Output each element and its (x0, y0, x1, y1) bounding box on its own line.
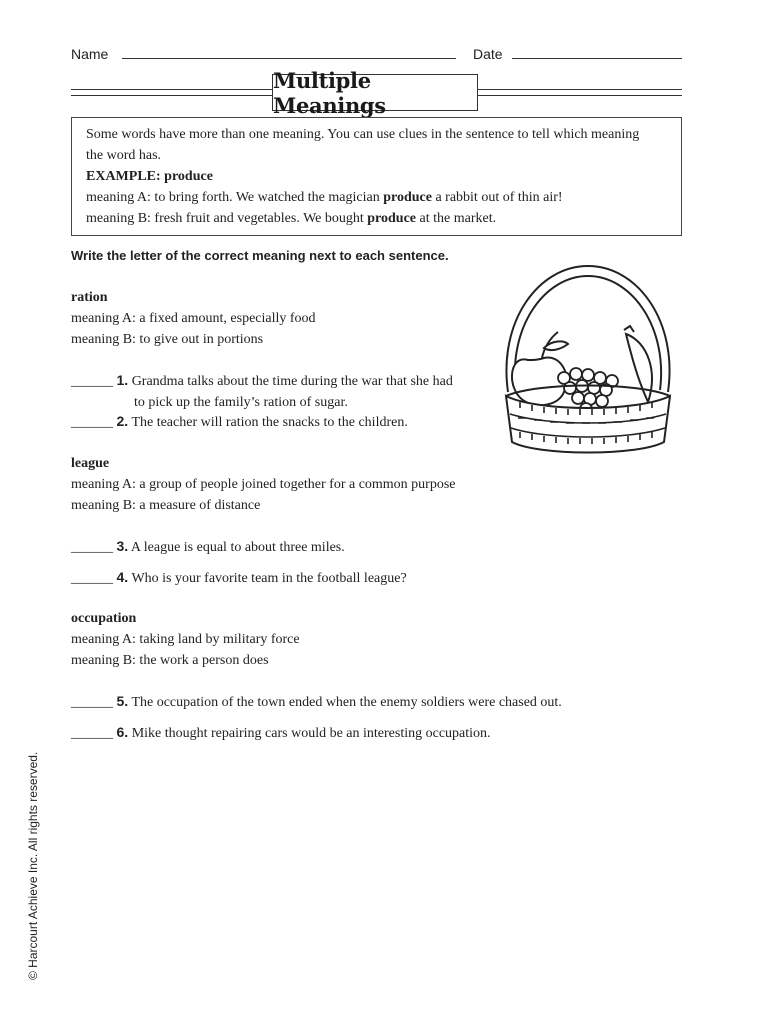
name-field[interactable] (71, 46, 456, 62)
question-1 (71, 370, 453, 413)
word-heading: ration (71, 290, 108, 305)
question-number: 2. (116, 413, 129, 429)
question-4 (71, 567, 407, 589)
answer-blank[interactable]: ______ (71, 374, 113, 389)
name-label: Name (71, 46, 109, 62)
answer-blank[interactable]: ______ (71, 695, 113, 710)
date-field[interactable] (473, 46, 682, 62)
intro-line-1: Some words have more than one meaning. You can use clues in the sentence to tell which meaning (86, 127, 640, 142)
question-text: The occupation of the town ended when the enemy soldiers were chased out. (131, 695, 562, 710)
meaning-b: meaning B: the work a person does (71, 653, 269, 668)
meaning-a: meaning A: taking land by military force (71, 632, 300, 647)
question-number: 6. (116, 724, 129, 740)
date-label: Date (473, 46, 503, 62)
section-ration (71, 287, 316, 350)
intro-box (71, 117, 682, 236)
question-5 (71, 691, 562, 713)
word-heading: occupation (71, 611, 137, 626)
meaning-a: meaning A: a fixed amount, especially food (71, 311, 316, 326)
question-text-cont: to pick up the family’s ration of sugar. (134, 395, 348, 410)
intro-line-2: the word has. (86, 148, 162, 163)
answer-blank[interactable]: ______ (71, 571, 113, 586)
question-text: Mike thought repairing cars would be an interesting occupation. (131, 726, 491, 741)
question-text: The teacher will ration the snacks to the children. (131, 415, 408, 430)
meaning-a: meaning A: a group of people joined together for a common purpose (71, 477, 456, 492)
question-2 (71, 411, 408, 433)
question-6 (71, 722, 491, 744)
instruction: Write the letter of the correct meaning next to each sentence. (71, 248, 449, 263)
question-text: Who is your favorite team in the football league? (131, 571, 407, 586)
copyright-notice: © Harcourt Achieve Inc. All rights reserved. (26, 751, 40, 980)
date-line[interactable] (512, 46, 682, 59)
word-heading: league (71, 456, 110, 471)
question-number: 4. (116, 569, 129, 585)
question-text: Grandma talks about the time during the war that she had (131, 374, 453, 389)
title-rule-left (71, 89, 272, 96)
question-text: A league is equal to about three miles. (130, 540, 345, 555)
fruit-basket-icon (498, 262, 678, 458)
question-number: 1. (116, 372, 129, 388)
example-label: EXAMPLE: produce (86, 169, 213, 184)
answer-blank[interactable]: ______ (71, 540, 113, 555)
example-meaning-b: meaning B: fresh fruit and vegetables. We bought produce at the market. (86, 211, 497, 226)
question-3 (71, 536, 345, 558)
question-number: 3. (116, 538, 129, 554)
section-league (71, 453, 456, 516)
meaning-b: meaning B: a measure of distance (71, 498, 261, 513)
question-number: 5. (116, 693, 129, 709)
example-meaning-a: meaning A: to bring forth. We watched the magician produce a rabbit out of thin air! (86, 190, 563, 205)
title-rule-right (478, 89, 682, 96)
answer-blank[interactable]: ______ (71, 415, 113, 430)
name-line[interactable] (122, 46, 456, 59)
section-occupation (71, 608, 300, 671)
answer-blank[interactable]: ______ (71, 726, 113, 741)
page-title: Multiple Meanings (272, 74, 478, 111)
meaning-b: meaning B: to give out in portions (71, 332, 264, 347)
